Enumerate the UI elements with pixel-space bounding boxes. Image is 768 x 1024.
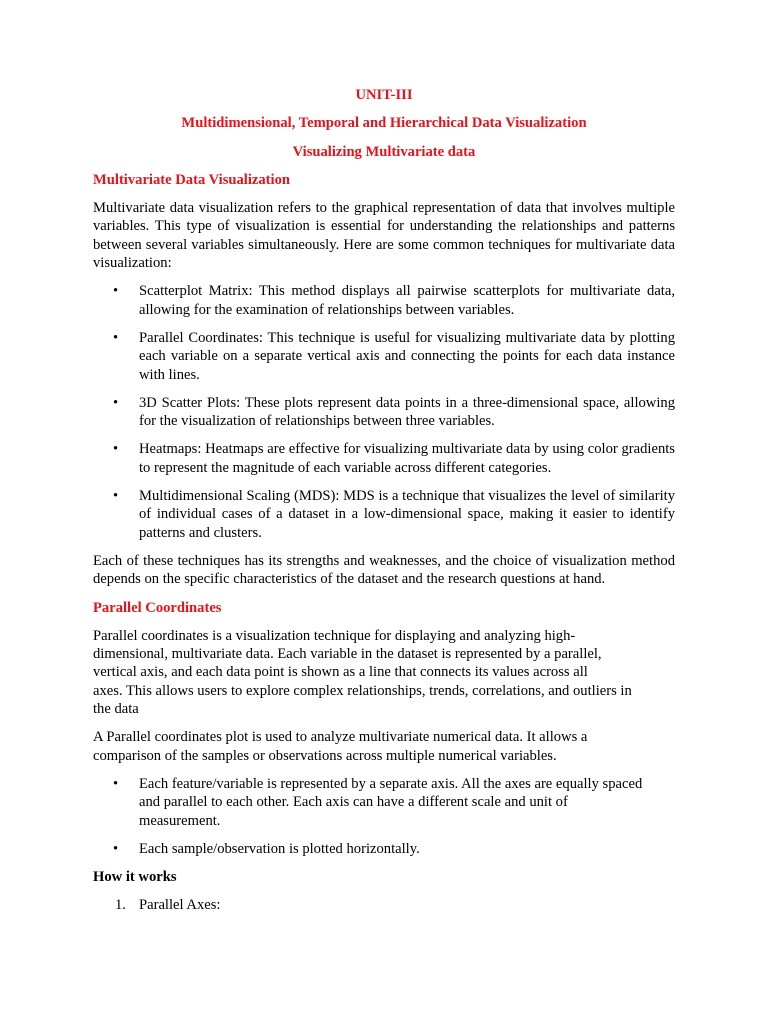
bullet-icon: • xyxy=(113,488,119,505)
section-heading-multivariate: Multivariate Data Visualization xyxy=(93,171,291,188)
item-number: 1. xyxy=(115,897,126,914)
section-heading-parallel-coordinates: Parallel Coordinates xyxy=(93,599,222,616)
bullet-icon: • xyxy=(113,394,119,411)
list-item xyxy=(93,775,675,830)
technique-list xyxy=(93,282,675,542)
list-item-text: Scatterplot Matrix: This method displays all pairwise scatterplots for multivariate data, allowing for the examination of relationships between variables. xyxy=(139,283,675,318)
list-item xyxy=(93,282,675,319)
text-line: measurement. xyxy=(139,812,221,829)
text-line: dimensional, multivariate data. Each variable in the dataset is represented by a parallel, xyxy=(93,646,602,663)
numbered-item-text: Parallel Axes: xyxy=(139,897,221,914)
text-line: Each sample/observation is plotted horizontally. xyxy=(139,840,420,857)
document-content xyxy=(93,86,675,915)
parallel-coordinates-list xyxy=(93,775,675,858)
text-line: comparison of the samples or observations across multiple numerical variables. xyxy=(93,747,557,764)
section-heading-how-it-works: How it works xyxy=(93,869,177,886)
list-item xyxy=(93,840,675,858)
sub-title: Visualizing Multivariate data xyxy=(292,143,476,160)
bullet-icon: • xyxy=(113,840,119,857)
bullet-icon: • xyxy=(113,283,119,300)
how-it-works-list xyxy=(93,896,675,914)
list-item-text: 3D Scatter Plots: These plots represent data points in a three-dimensional space, allowing for the visualization of relationships between three variables. xyxy=(139,394,675,430)
text-line: Parallel coordinates is a visualization technique for displaying and analyzing high- xyxy=(93,627,576,644)
main-title: Multidimensional, Temporal and Hierarchical Data Visualization xyxy=(181,115,587,132)
parallel-coordinates-paragraph xyxy=(93,627,675,718)
text-line: the data xyxy=(93,701,139,718)
list-item-text: Parallel Coordinates: This technique is useful for visualizing multivariate data by plotting each variable on a separate vertical axis and connecting the points for each data instance with lines. xyxy=(139,329,675,383)
list-item-text: Multidimensional Scaling (MDS): MDS is a technique that visualizes the level of similarity of individual cases of a dataset in a low-dimensional space, making it easier to identify patterns and clusters. xyxy=(139,488,675,541)
parallel-coordinates-plot-paragraph xyxy=(93,728,675,765)
section-closing-paragraph: Each of these techniques has its strengths and weaknesses, and the choice of visualization method depends on the specific characteristics of the dataset and the research questions at hand. xyxy=(93,552,675,588)
text-line: Each feature/variable is represented by a separate axis. All the axes are equally spaced xyxy=(139,775,643,792)
bullet-icon: • xyxy=(113,329,119,346)
list-item-text: Heatmaps: Heatmaps are effective for visualizing multivariate data by using color gradients to represent the magnitude of each variable across different categories. xyxy=(139,441,675,476)
list-item xyxy=(93,487,675,542)
numbered-item xyxy=(93,896,675,914)
text-line: and parallel to each other. Each axis can have a different scale and unit of xyxy=(139,794,568,811)
text-line: axes. This allows users to explore complex relationships, trends, correlations, and outliers in xyxy=(93,682,632,699)
unit-title: UNIT-III xyxy=(355,87,413,103)
bullet-icon: • xyxy=(113,775,119,792)
list-item xyxy=(93,440,675,477)
section-intro-paragraph: Multivariate data visualization refers to the graphical representation of data that involves multiple variables. This type of visualization is essential for understanding the relationships and patterns between several variables simultaneously. Here are some common techniques for multivariate data visualization: xyxy=(93,200,675,272)
text-line: vertical axis, and each data point is shown as a line that connects its values across all xyxy=(93,664,588,681)
list-item xyxy=(93,329,675,384)
bullet-icon: • xyxy=(113,441,119,458)
list-item xyxy=(93,394,675,431)
text-line: A Parallel coordinates plot is used to analyze multivariate numerical data. It allows a xyxy=(93,729,588,746)
